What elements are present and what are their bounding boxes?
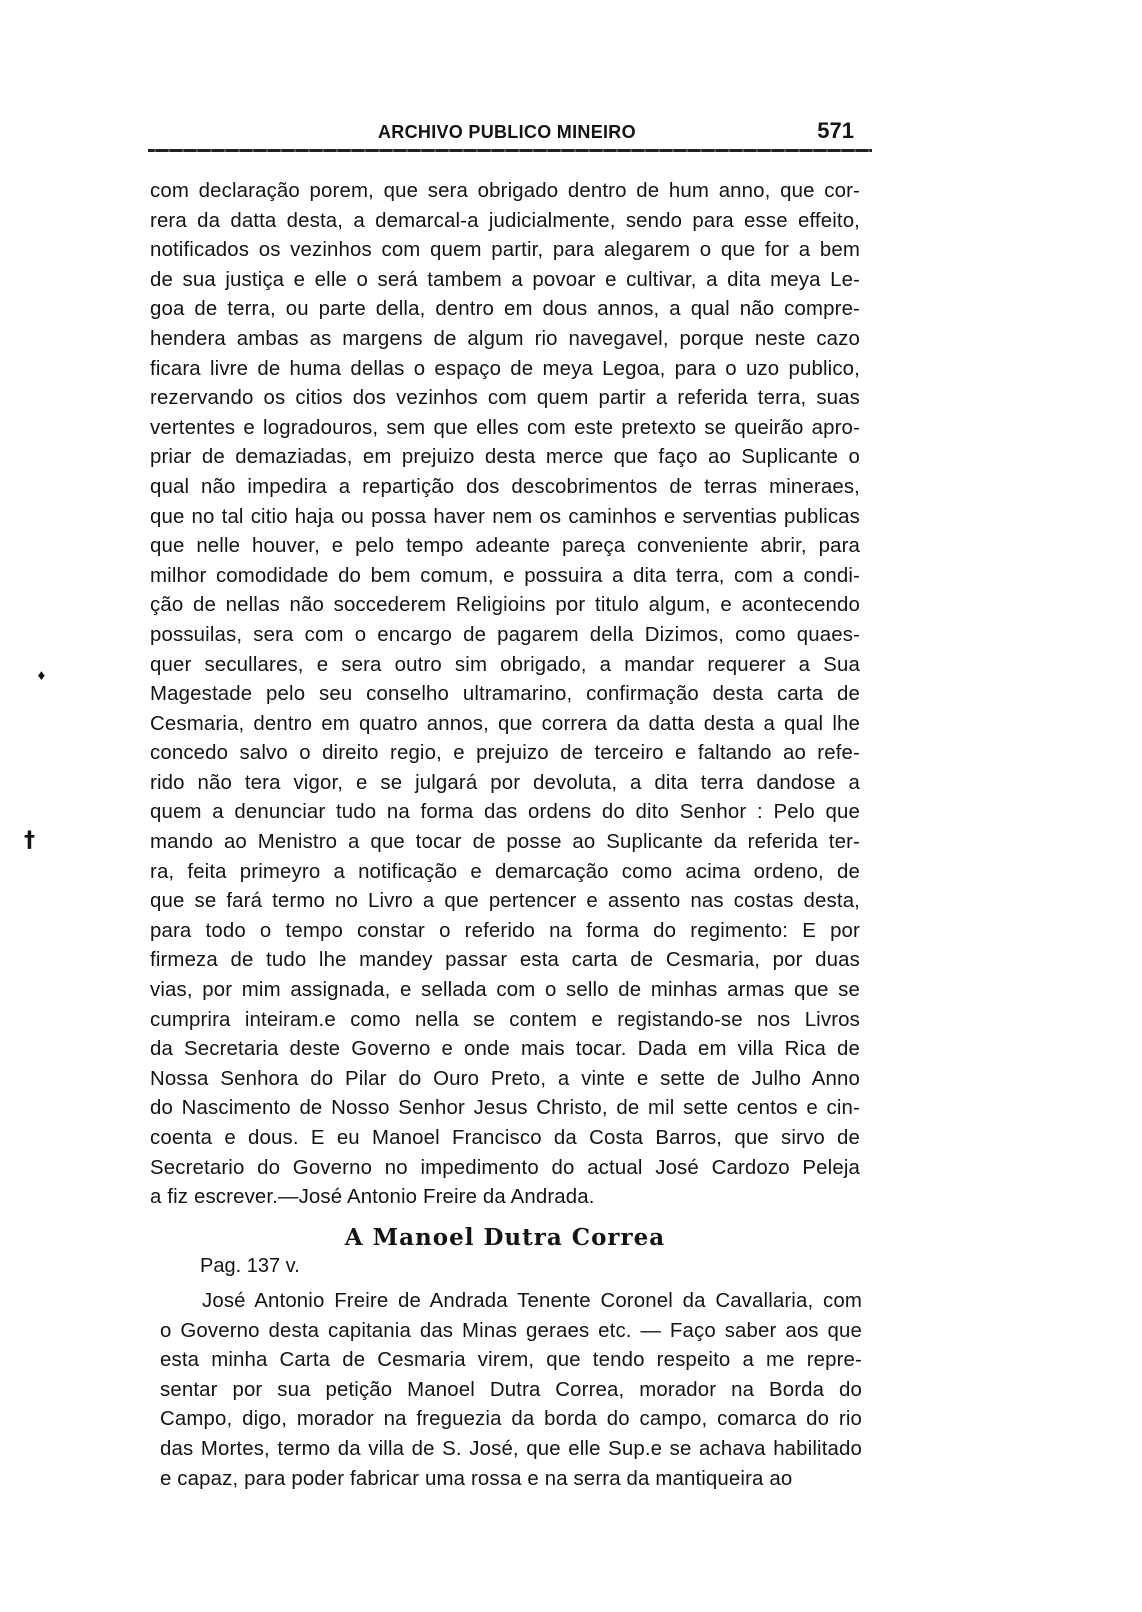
section-heading: A Manoel Dutra Correa [344,1224,666,1251]
text-line: que se fará termo no Livro a que pertencer e assento nas costas desta, [150,890,860,913]
text-line: com declaração porem, que sera obrigado dentro de hum anno, que cor- [150,180,860,202]
text-line: ra, feita primeyro a notificação e demarcação como acima ordeno, de [150,860,860,883]
text-line: que no tal citio haja ou possa haver nem os caminhos e serventias publicas [150,505,860,528]
text-line: notificados os vezinhos com quem partir, para alegarem o que for a bem [150,239,860,262]
text-line: rezervando os citios dos vezinhos com quem partir a referida terra, suas [150,387,860,410]
page-number: 571 [817,118,854,143]
text-line: mando ao Menistro a que tocar de posse ao Suplicante da referida ter- [150,831,860,854]
text-line: vertentes e logradouros, sem que elles com este pretexto se queirão apro- [150,416,860,439]
text-line: sentar por sua petição Manoel Dutra Correa, morador na Borda do [160,1378,862,1401]
text-line: Magestade pelo seu conselho ultramarino, confirmação desta carta de [150,683,860,706]
header-rule [148,149,872,152]
body-text [150,177,860,1213]
text-line: esta minha Carta de Cesmaria virem, que tendo respeito a me repre- [160,1349,862,1372]
text-line: para todo o tempo constar o referido na forma do regimento: E por [150,919,860,942]
section-body-text [160,1287,862,1494]
text-line: ficara livre de huma dellas o espaço de meya Legoa, para o uzo publico, [150,357,860,380]
text-line: ção de nellas não soccederem Religioins por titulo algum, e acontecendo [150,594,860,617]
text-line: concedo salvo o direito regio, e prejuizo de terceiro e faltando ao refe- [150,742,860,765]
text-line: do Nascimento de Nosso Senhor Jesus Christo, de mil sette centos e cin- [150,1097,860,1120]
text-line: qual não impedira a repartição dos descobrimentos de terras mineraes, [150,475,860,498]
text-line: quem a denunciar tudo na forma das ordens do dito Senhor : Pelo que [150,801,860,824]
text-line: Cesmaria, dentro em quatro annos, que correra da datta desta a qual lhe [150,712,860,735]
text-line: José Antonio Freire de Andrada Tenente Coronel da Cavallaria, com [202,1290,862,1312]
text-line: priar de demaziadas, em prejuizo desta merce que faço ao Suplicante o [150,446,860,469]
text-line: rido não tera vigor, e se julgará por devoluta, a dita terra dandose a [150,771,860,794]
text-line: quer secullares, e sera outro sim obrigado, a mandar requerer a Sua [150,653,860,676]
text-line: goa de terra, ou parte della, dentro em dous annos, a qual não compre- [150,298,860,321]
text-line: firmeza de tudo lhe mandey passar esta carta de Cesmaria, por duas [150,949,860,972]
text-line: Campo, digo, morador na freguezia da borda do campo, comarca do rio [160,1408,862,1431]
text-line: Nossa Senhora do Pilar do Ouro Preto, a vinte e sette de Julho Anno [150,1067,860,1090]
text-line: Secretario do Governo no impedimento do actual José Cardozo Peleja [150,1156,860,1179]
text-line: coenta e dous. E eu Manoel Francisco da Costa Barros, que sirvo de [150,1127,860,1149]
text-line: cumprira inteiram.e como nella se contem e registando-se nos Livros [150,1008,860,1031]
margin-mark: † [24,828,35,853]
page-header [148,118,872,152]
text-line: o Governo desta capitania das Minas geraes etc. — Faço saber aos que [160,1319,862,1342]
text-line: e capaz, para poder fabricar uma rossa e na serra da mantiqueira ao [160,1467,793,1490]
text-line: que nelle houver, e pelo tempo adeante pareça conveniente abrir, para [150,535,860,558]
page-reference: Pag. 137 v. [200,1255,300,1277]
running-title: ARCHIVO PUBLICO MINEIRO [378,122,636,142]
text-line: possuilas, sera com o encargo de pagarem della Dizimos, como quaes- [150,623,860,646]
text-line: milhor comodidade do bem comum, e possuira a dita terra, com a condi- [150,564,860,587]
text-line: de sua justiça e elle o será tambem a povoar e cultivar, a dita meya Le- [150,268,860,291]
text-line: da Secretaria deste Governo e onde mais tocar. Dada em villa Rica de [150,1038,860,1061]
text-line: hendera ambas as margens de algum rio navegavel, porque neste cazo [150,327,860,350]
text-line: das Mortes, termo da villa de S. José, que elle Sup.e se achava habilitado [160,1437,862,1460]
text-line: vias, por mim assignada, e sellada com o sello de minhas armas que se [150,979,860,1002]
text-line: rera da datta desta, a demarcal-a judicialmente, sendo para esse effeito, [150,209,860,232]
margin-mark: ♦ [36,669,47,683]
text-line: a fiz escrever.—José Antonio Freire da Andrada. [150,1186,595,1209]
